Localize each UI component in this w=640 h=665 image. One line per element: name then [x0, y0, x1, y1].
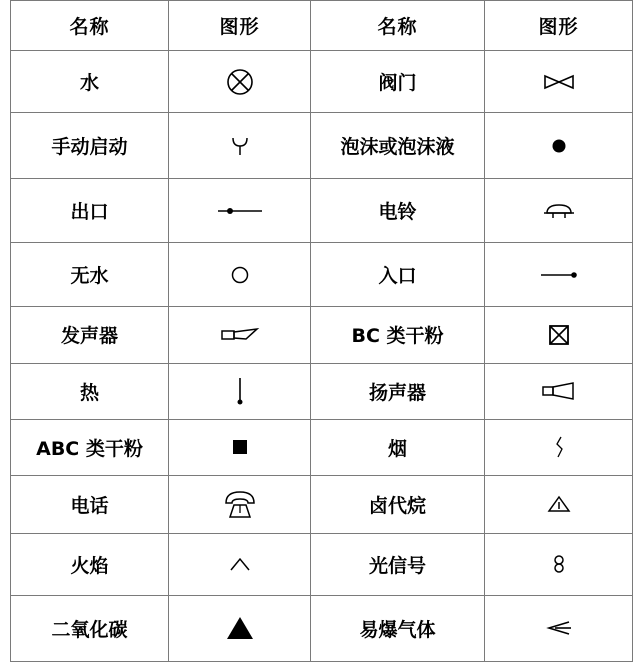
- bowtie-valve-icon: [485, 51, 633, 113]
- row-1-left-name: 水: [11, 51, 169, 113]
- table-row: [11, 179, 633, 243]
- caret-flame-icon: [169, 533, 311, 595]
- table-row: [11, 307, 633, 363]
- row-7-left-name: ABC 类干粉: [11, 419, 169, 475]
- row-2-right-name: 泡沫或泡沫液: [311, 113, 485, 179]
- table-row: [11, 243, 633, 307]
- table-row: [11, 363, 633, 419]
- row-9-right-name: 光信号: [311, 533, 485, 595]
- table-row: [11, 595, 633, 661]
- speaker-icon: [485, 363, 633, 419]
- thermometer-icon: [169, 363, 311, 419]
- sounder-icon: [169, 307, 311, 363]
- row-6-left-name: 热: [11, 363, 169, 419]
- telephone-icon: [169, 475, 311, 533]
- row-8-left-name: 电话: [11, 475, 169, 533]
- filled-dot-icon: [485, 113, 633, 179]
- open-circle-icon: [169, 243, 311, 307]
- row-8-right-name: 卤代烷: [311, 475, 485, 533]
- filled-square-icon: [169, 419, 311, 475]
- header-row: [11, 1, 633, 51]
- filled-triangle-icon: [169, 595, 311, 661]
- row-1-right-name: 阀门: [311, 51, 485, 113]
- header-name-right: 名称: [311, 1, 485, 51]
- gas-arrow-icon: [485, 595, 633, 661]
- row-6-right-name: 扬声器: [311, 363, 485, 419]
- light-signal-icon: [485, 533, 633, 595]
- row-2-left-name: 手动启动: [11, 113, 169, 179]
- table-row: [11, 533, 633, 595]
- row-5-left-name: 发声器: [11, 307, 169, 363]
- y-fork-icon: [169, 113, 311, 179]
- triangle-with-bar-icon: [485, 475, 633, 533]
- row-4-right-name: 入口: [311, 243, 485, 307]
- row-9-left-name: 火焰: [11, 533, 169, 595]
- line-dot-line-icon: [169, 179, 311, 243]
- row-10-left-name: 二氧化碳: [11, 595, 169, 661]
- circled-x-icon: [169, 51, 311, 113]
- row-10-right-name: 易爆气体: [311, 595, 485, 661]
- table-row: [11, 113, 633, 179]
- row-3-right-name: 电铃: [311, 179, 485, 243]
- header-symbol-right: 图形: [485, 1, 633, 51]
- table-row: [11, 475, 633, 533]
- row-4-left-name: 无水: [11, 243, 169, 307]
- row-3-left-name: 出口: [11, 179, 169, 243]
- header-symbol-left: 图形: [169, 1, 311, 51]
- bell-icon: [485, 179, 633, 243]
- header-name-left: 名称: [11, 1, 169, 51]
- line-end-dot-icon: [485, 243, 633, 307]
- smoke-squiggle-icon: [485, 419, 633, 475]
- row-5-right-name: BC 类干粉: [311, 307, 485, 363]
- table-row: [11, 51, 633, 113]
- table-row: [11, 419, 633, 475]
- row-7-right-name: 烟: [311, 419, 485, 475]
- boxed-x-icon: [485, 307, 633, 363]
- fire-symbol-legend-table: [10, 0, 633, 662]
